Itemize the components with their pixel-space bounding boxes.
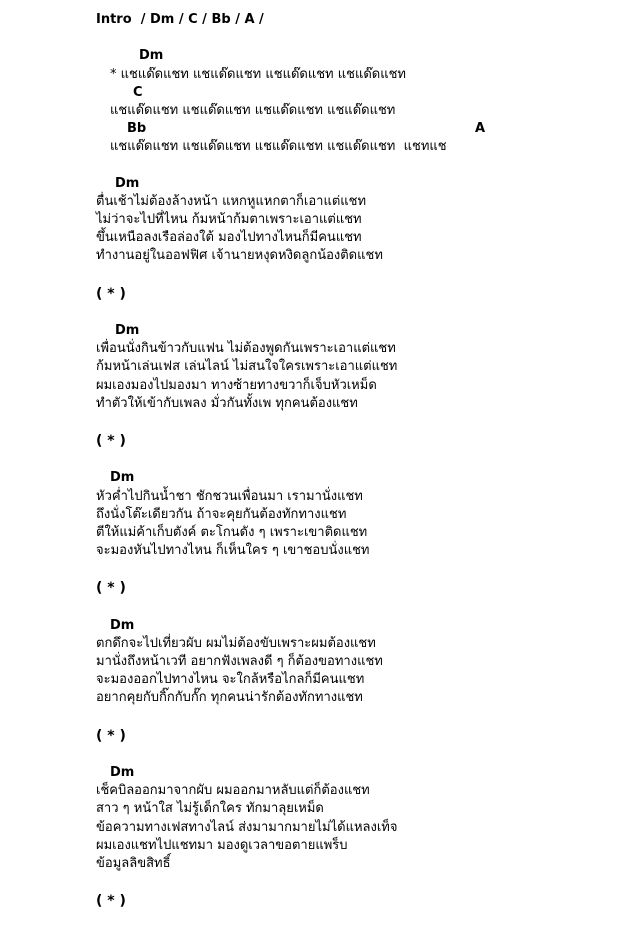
blank-line: [0, 157, 620, 175]
chorus-reference: [0, 284, 620, 304]
blank-line: [0, 598, 620, 616]
chorus-reference-text: ( * ): [96, 893, 126, 910]
chord-row: [0, 175, 620, 193]
lyric-text: ก้มหน้าเล่นเฟส เล่นไลน์ ไม่สนใจใครเพราะเอาแต่แชท: [96, 359, 398, 375]
lyric-line: [0, 377, 620, 395]
chord-row: [0, 617, 620, 635]
lyric-text: หัวค่ำไปกินน้ำชา ชักชวนเพื่อนมา เรามานั่งแชท: [96, 488, 363, 504]
chord-label: A: [475, 121, 486, 137]
lyric-line: [0, 358, 620, 376]
lyric-text: ขึ้นเหนือลงเรือล่องใต้ มองไปทางไหนก็มีคนแชท: [96, 230, 362, 246]
lyric-line: [0, 671, 620, 689]
intro-line: [0, 11, 620, 29]
chord-sheet: [0, 11, 620, 929]
lyric-line: [0, 66, 620, 84]
lyric-line: [0, 138, 620, 156]
lyric-line: [0, 542, 620, 560]
lyric-line: [0, 689, 620, 707]
chord-row: [0, 469, 620, 487]
lyric-line: [0, 340, 620, 358]
lyric-line: [0, 782, 620, 800]
lyric-text: แชแด๊ดแชท แชแด๊ดแชท แชแด๊ดแชท แชแด๊ดแชท: [110, 102, 396, 118]
chord-label: Bb: [127, 121, 147, 137]
lyric-line: [0, 800, 620, 818]
lyric-text: ไม่ว่าจะไปที่ไหน ก้มหน้าก้มตาเพราะเอาแต่แชท: [96, 212, 362, 228]
lyric-text: ผมเองมองไปมองมา ทางซ้ายทางขวาก็เจ็บหัวเหม็ด: [96, 377, 377, 393]
chord-row: [0, 322, 620, 340]
lyric-line: [0, 102, 620, 120]
chord-label: Dm: [110, 470, 135, 486]
lyric-line: [0, 247, 620, 265]
lyric-text: เพื่อนนั่งกินข้าวกับแฟน ไม่ต้องพูดกันเพราะเอาแต่แชท: [96, 341, 396, 357]
lyric-line: [0, 193, 620, 211]
lyric-text: จะมองหันไปทางไหน ก็เห็นใคร ๆ เขาชอบนั่งแชท: [96, 543, 370, 559]
lyric-text: ถึงนั่งโต๊ะเดียวกัน ถ้าจะคุยกันต้องทักทางแชท: [96, 506, 347, 522]
lyric-line: [0, 837, 620, 855]
lyric-line: [0, 488, 620, 506]
lyric-line: [0, 653, 620, 671]
chorus-reference: [0, 578, 620, 598]
chorus-reference: [0, 891, 620, 911]
chord-row: [0, 84, 620, 102]
chord-row: [0, 47, 620, 65]
lyric-line: [0, 229, 620, 247]
chord-label: C: [133, 84, 143, 100]
lyric-text: มานั่งถึงหน้าเวที อยากฟังเพลงดี ๆ ก็ต้องขอทางแชท: [96, 654, 383, 669]
lyric-line: [0, 819, 620, 837]
lyric-text: * แชแด๊ดแชท แชแด๊ดแชท แชแด๊ดแชท แชแด๊ดแชท: [110, 66, 406, 82]
blank-line: [0, 708, 620, 726]
blank-line: [0, 29, 620, 47]
lyric-line: [0, 506, 620, 524]
chorus-reference-text: ( * ): [96, 580, 126, 597]
chorus-reference-text: ( * ): [96, 433, 126, 450]
blank-line: [0, 560, 620, 578]
lyric-text: ตกดึกจะไปเที่ยวผับ ผมไม่ต้องขับเพราะผมต้องแชท: [96, 635, 376, 651]
lyric-text: จะมองออกไปทางไหน จะใกล้หรือไกลก็มีคนแชท: [96, 672, 365, 688]
chorus-reference-text: ( * ): [96, 285, 126, 302]
lyric-text: ผมเองแชทไปแชทมา มองดูเวลาขอตายแพร็บ: [96, 837, 348, 853]
blank-line: [0, 266, 620, 284]
lyric-line: [0, 524, 620, 542]
blank-line: [0, 451, 620, 469]
lyric-text: เช็คบิลออกมาจากผับ ผมออกมาหลับแต่ก็ต้องแชท: [96, 783, 370, 799]
chord-label: Dm: [110, 764, 135, 780]
blank-line: [0, 413, 620, 431]
chord-label: Dm: [115, 323, 140, 338]
lyric-line: [0, 635, 620, 653]
lyric-text: ข้อมูลลิขสิทธิ์: [96, 855, 171, 871]
lyric-text: สาว ๆ หน้าใส ไม่รู้เด็กใคร ทักมาลุยเหม็ด: [96, 801, 324, 817]
blank-line: [0, 746, 620, 764]
chorus-reference-text: ( * ): [96, 727, 126, 744]
blank-line: [0, 304, 620, 322]
chord-label: Dm: [139, 48, 164, 64]
lyric-text: แชแด๊ดแชท แชแด๊ดแชท แชแด๊ดแชท แชแด๊ดแชท แชทแช: [110, 139, 447, 155]
lyric-text: ตื่นเช้าไม่ต้องล้างหน้า แหกหูแหกตาก็เอาแต่แชท: [96, 193, 367, 209]
chorus-reference: [0, 431, 620, 451]
lyric-text: ตีให้แม่ค้าเก็บตังค์ ตะโกนดัง ๆ เพราะเขาติดแชท: [96, 524, 368, 540]
chord-label: Dm: [115, 175, 140, 191]
lyric-line: [0, 395, 620, 413]
blank-line: [0, 911, 620, 929]
blank-line: [0, 873, 620, 891]
lyric-line: [0, 855, 620, 873]
chord-row: [0, 120, 620, 138]
chorus-reference: [0, 726, 620, 746]
lyric-text: ทำตัวให้เข้ากับเพลง มั่วกันทั้งเพ ทุกคนต้องแชท: [96, 395, 358, 411]
intro-text: Intro / Dm / C / Bb / A /: [96, 12, 264, 27]
chord-row: [0, 764, 620, 782]
lyric-text: อยากคุยกับกิ๊กกับกั๊ก ทุกคนน่ารักต้องทักทางแชท: [96, 690, 363, 706]
lyric-text: ทำงานอยู่ในออฟฟิศ เจ้านายหงุดหงิดลูกน้องติดแชท: [96, 248, 383, 264]
lyric-line: [0, 211, 620, 229]
lyric-text: ข้อความทางเฟสทางไลน์ ส่งมามากมายไม่ได้แหลงเท็จ: [96, 819, 398, 835]
chord-label: Dm: [110, 617, 135, 633]
